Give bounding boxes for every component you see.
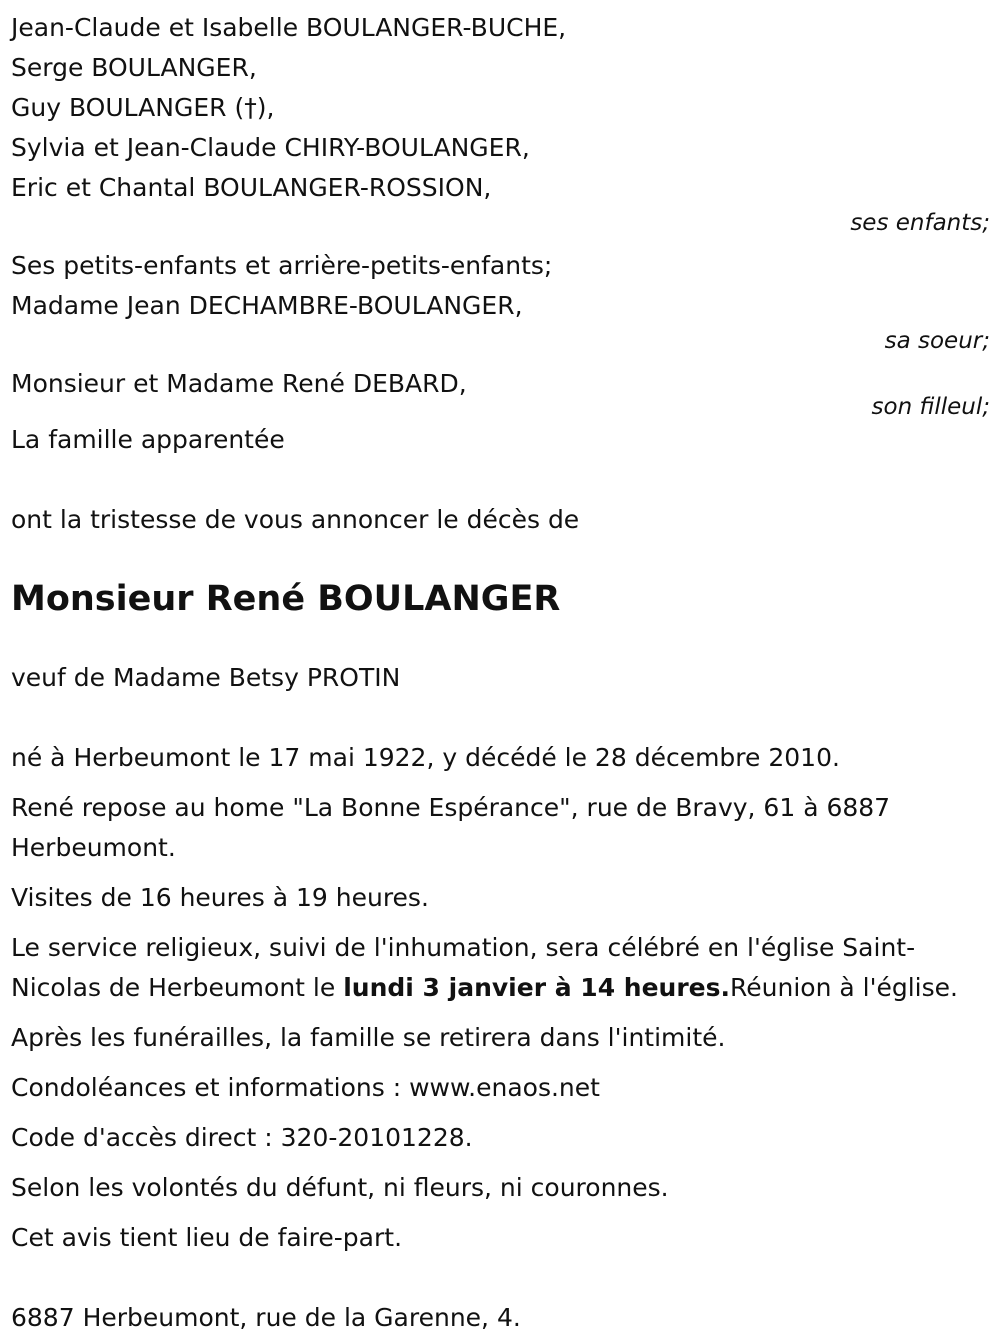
children-list: [11, 8, 990, 208]
service-date: lundi 3 janvier à 14 heures.: [343, 973, 731, 1002]
visits-line: Visites de 16 heures à 19 heures.: [11, 883, 429, 912]
condolences-line: Condoléances et informations : www.enaos.net: [11, 1073, 600, 1102]
children-role: ses enfants;: [850, 210, 990, 236]
godson-role: son filleul;: [871, 394, 990, 420]
child-line: Jean-Claude et Isabelle BOULANGER-BUCHE,: [11, 13, 567, 42]
notice-line: Cet avis tient lieu de faire-part.: [11, 1223, 403, 1252]
announcement-intro: ont la tristesse de vous annoncer le décès de: [11, 505, 580, 534]
relatives-line: La famille apparentée: [11, 425, 285, 454]
sister-role: sa soeur;: [884, 328, 990, 354]
grandchildren-line: Ses petits-enfants et arrière-petits-enfants;: [11, 251, 553, 280]
child-line: Serge BOULANGER,: [11, 53, 257, 82]
access-code-line: Code d'accès direct : 320-20101228.: [11, 1123, 473, 1152]
child-line: Sylvia et Jean-Claude CHIRY-BOULANGER,: [11, 133, 530, 162]
service-meeting: Réunion à l'église.: [730, 973, 958, 1002]
wishes-line: Selon les volontés du défunt, ni fleurs, ni couronnes.: [11, 1173, 669, 1202]
service-text: Le service religieux, suivi de l'inhumation, sera célébré en l'église Saint-Nicolas de Herbeumont le: [11, 933, 916, 1002]
widower-line: veuf de Madame Betsy PROTIN: [11, 663, 401, 692]
child-line: Guy BOULANGER (†),: [11, 93, 275, 122]
after-funeral-line: Après les funérailles, la famille se retirera dans l'intimité.: [11, 1023, 726, 1052]
birth-death-line: né à Herbeumont le 17 mai 1922, y décédé le 28 décembre 2010.: [11, 743, 840, 772]
godson-line: Monsieur et Madame René DEBARD,: [11, 369, 467, 398]
sister-line: Madame Jean DECHAMBRE-BOULANGER,: [11, 291, 523, 320]
service-paragraph: [11, 928, 986, 1008]
child-line: Eric et Chantal BOULANGER-ROSSION,: [11, 173, 492, 202]
deceased-name: Monsieur René BOULANGER: [11, 579, 561, 619]
address-line: 6887 Herbeumont, rue de la Garenne, 4.: [11, 1303, 521, 1332]
rest-place-line: René repose au home "La Bonne Espérance", rue de Bravy, 61 à 6887 Herbeumont.: [11, 793, 891, 862]
